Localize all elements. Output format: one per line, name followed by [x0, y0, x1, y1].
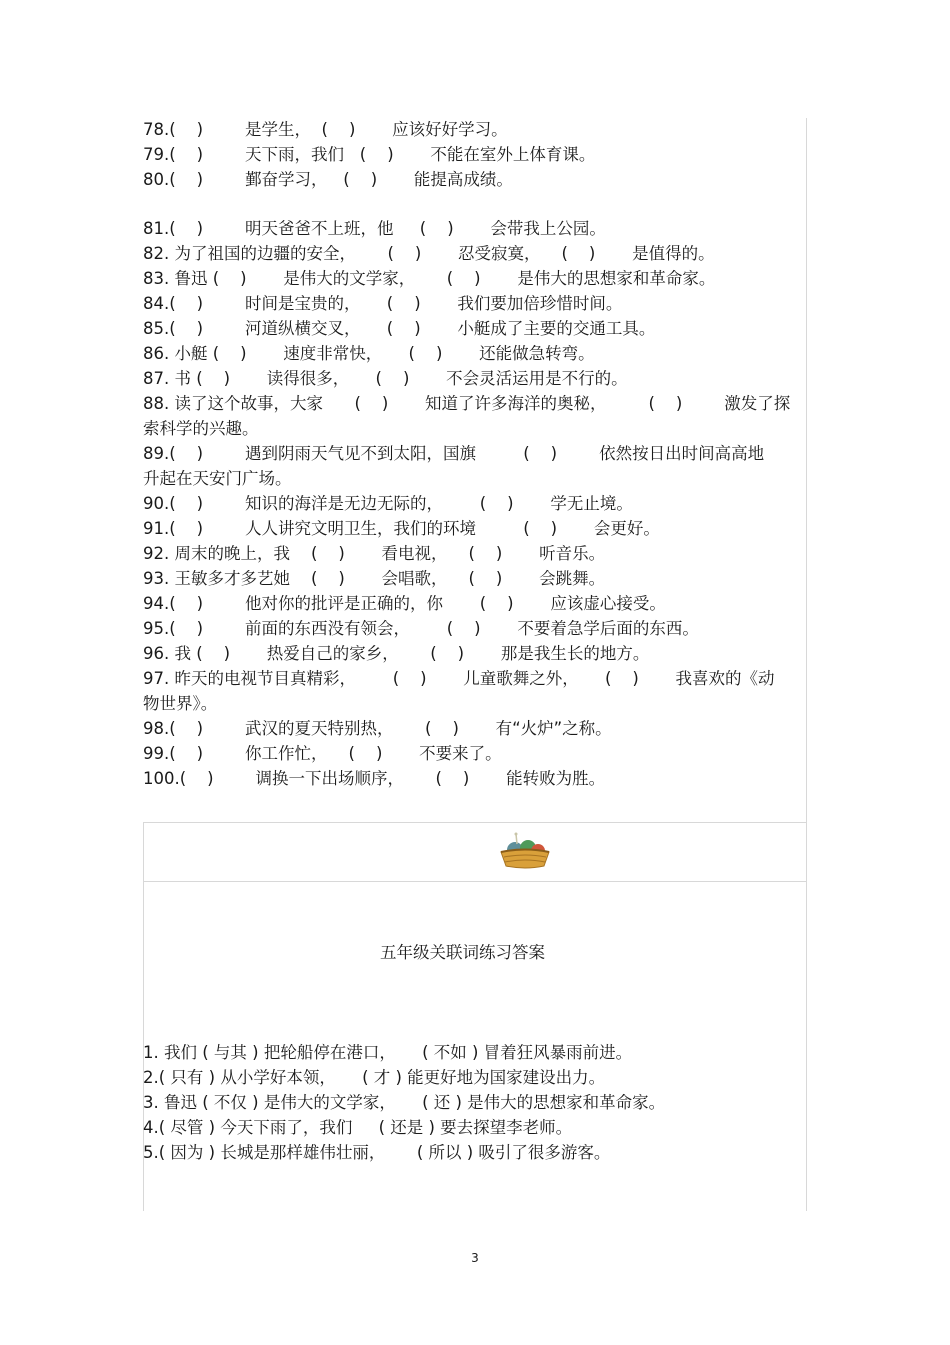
question-list — [143, 117, 803, 791]
question-item: 82. 为了祖国的边疆的安全， ( ) 忍受寂寞， ( ) 是值得的。 — [143, 244, 715, 263]
border-right-upper — [806, 118, 807, 822]
answers-title: 五年级关联词练习答案 — [380, 943, 545, 962]
question-item: 80.( ) 鄞奋学习， ( ) 能提高成绩。 — [143, 170, 513, 189]
question-item: 85.( ) 河道纵横交叉， ( ) 小艇成了主要的交通工具。 — [143, 319, 656, 338]
question-item: 100.( ) 调换一下出场顺序， ( ) 能转败为胜。 — [143, 769, 606, 788]
question-item: 91.( ) 人人讲究文明卫生，我们的环境 ( ) 会更好。 — [143, 519, 660, 538]
question-item: 98.( ) 武汉的夏天特别热， ( ) 有“火炉”之称。 — [143, 719, 612, 738]
question-item: 95.( ) 前面的东西没有领会， ( ) 不要着急学后面的东西。 — [143, 619, 699, 638]
question-item: 87. 书 ( ) 读得很多， ( ) 不会灵活运用是不行的。 — [143, 369, 628, 388]
question-item: 94.( ) 他对你的批评是正确的，你 ( ) 应该虚心接受。 — [143, 594, 666, 613]
question-item: 96. 我 ( ) 热爱自己的家乡， ( ) 那是我生长的地方。 — [143, 644, 650, 663]
question-item: 79.( ) 天下雨，我们 ( ) 不能在室外上体育课。 — [143, 145, 596, 164]
answer-item: 2.( 只有 ) 从小学好本领， ( 才 ) 能更好地为国家建设出力。 — [143, 1068, 606, 1087]
divider-bottom-line — [143, 881, 807, 882]
question-item: 86. 小艇 ( ) 速度非常快， ( ) 还能做急转弯。 — [143, 344, 595, 363]
question-item: 84.( ) 时间是宝贵的， ( ) 我们要加倍珍惜时间。 — [143, 294, 623, 313]
question-item: 88. 读了这个故事，大家 ( ) 知道了许多海洋的奥秘， ( ) 激发了探 索科学的兴趣。 — [143, 394, 791, 438]
answer-item: 1. 我们 ( 与其 ) 把轮船停在港口， ( 不如 ) 冒着狂风暴雨前进。 — [143, 1043, 633, 1062]
page-number: 3 — [471, 1251, 479, 1265]
question-item: 92. 周末的晚上，我 ( ) 看电视， ( ) 听音乐。 — [143, 544, 606, 563]
answer-item: 4.( 尽管 ) 今天下雨了，我们 ( 还是 ) 要去探望李老师。 — [143, 1118, 573, 1137]
question-item: 97. 昨天的电视节目真精彩， ( ) 儿童歌舞之外， ( ) 我喜欢的《动 物世界》。 — [143, 669, 775, 713]
border-left-divider — [143, 822, 144, 882]
divider-top-line — [143, 822, 807, 823]
basket-icon — [498, 828, 552, 870]
answer-list — [143, 1040, 803, 1165]
question-item: 83. 鲁迅 ( ) 是伟大的文学家， ( ) 是伟大的思想家和革命家。 — [143, 269, 716, 288]
question-item: 78.( ) 是学生， ( ) 应该好好学习。 — [143, 120, 508, 139]
answer-item: 3. 鲁迅 ( 不仅 ) 是伟大的文学家， ( 还 ) 是伟大的思想家和革命家。 — [143, 1093, 666, 1112]
question-item: 99.( ) 你工作忙， ( ) 不要来了。 — [143, 744, 502, 763]
border-right-lower — [806, 881, 807, 1211]
border-right-divider — [806, 822, 807, 882]
question-item: 93. 王敏多才多艺她 ( ) 会唱歌， ( ) 会跳舞。 — [143, 569, 606, 588]
question-item: 81.( ) 明天爸爸不上班，他 ( ) 会带我上公园。 — [143, 219, 606, 238]
question-item: 89.( ) 遇到阴雨天气见不到太阳，国旗 ( ) 依然按日出时间高高地 升起在天安门广场。 — [143, 444, 765, 488]
question-item: 90.( ) 知识的海洋是无边无际的， ( ) 学无止境。 — [143, 494, 633, 513]
answer-item: 5.( 因为 ) 长城是那样雄伟壮丽， ( 所以 ) 吸引了很多游客。 — [143, 1143, 611, 1162]
